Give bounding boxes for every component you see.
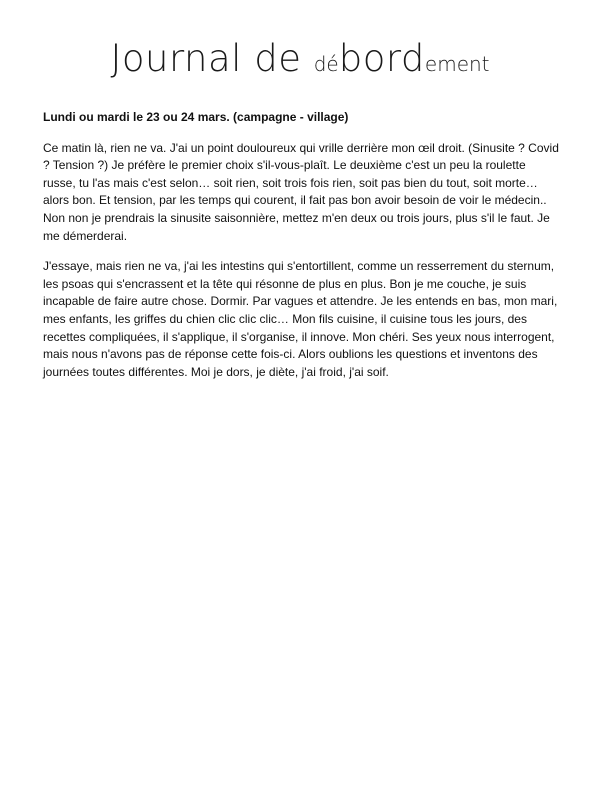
- title-part-journal: Journal de: [110, 37, 314, 80]
- entry-heading: Lundi ou mardi le 23 ou 24 mars. (campagne - village): [43, 110, 349, 124]
- journal-entry: [43, 109, 561, 394]
- paragraph-1: Ce matin là, rien ne va. J'ai un point douloureux qui vrille derrière mon œil droit. (Sinusite ? Covid ? Tension ?) Je préfère le premier choix s'il-vous-plaît. Le deuxième c'est un peu la roulette russe, tu l'as mais c'est selon… soit rien, soit trois fois rien, soit pas bien du tout, soit morte… alors bon. Et tension, par les temps qui courent, il fait pas bon avoir besoin de voir le médecin.. Non non je prendrais la sinusite saisonnière, mettez m'en deux ou trois jours, plus s'il le faut. Je me démerderai.: [43, 140, 559, 243]
- title-part-de: dé: [313, 52, 339, 76]
- page-title: [0, 37, 600, 80]
- paragraph-2: J'essaye, mais rien ne va, j'ai les intestins qui s'entortillent, comme un resserrement du sternum, les psoas qui s'encrassent et la tête qui résonne de plus en plus. Bon je me couche, je suis incapable de faire autre chose. Dormir. Par vagues et attendre. Je les entends en bas, mon mari, mes enfants, les griffes du chien clic clic clic… Mon fils cuisine, il cuisine tous les jours, des recettes compliquées, il s'applique, il s'organise, il innove. Mon chéri. Ses yeux nous interrogent, mais nous n'avons pas de réponse cette fois-ci. Alors oublions les questions et inventons des journées toutes différentes. Moi je dors, je diète, j'ai froid, j'ai soif.: [43, 259, 558, 379]
- title-part-bord: bord: [338, 37, 425, 80]
- title-part-ement: ement: [424, 52, 490, 76]
